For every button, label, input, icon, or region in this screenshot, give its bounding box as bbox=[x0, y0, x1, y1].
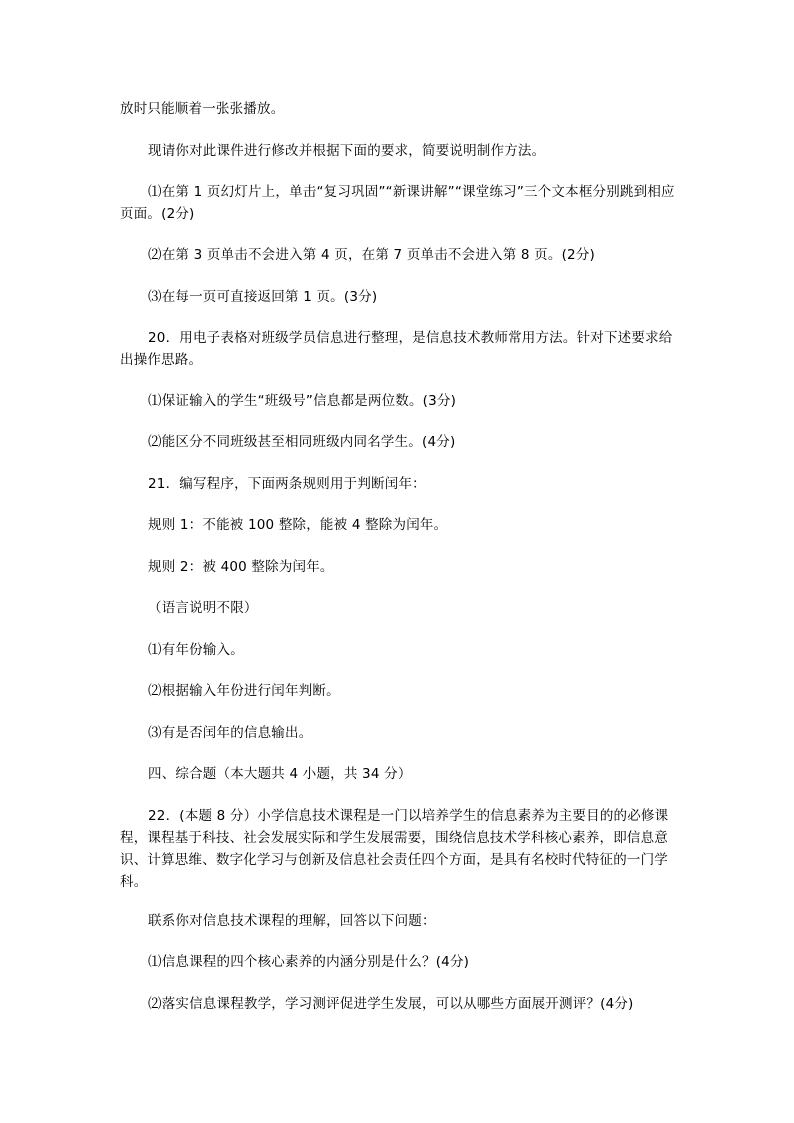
question-21-item-1: ⑴有年份输入。 bbox=[148, 642, 244, 658]
question-22-item-2: ⑵落实信息课程教学，学习测评促进学生发展，可以从哪些方面展开测评？(4分) bbox=[148, 996, 634, 1012]
question-19-item-3: ⑶在每一页可直接返回第 1 页。(3分) bbox=[148, 289, 378, 305]
question-19-item-2: ⑵在第 3 页单击不会进入第 4 页，在第 7 页单击不会进入第 8 页。(2分) bbox=[148, 247, 596, 263]
question-21-stem: 21．编写程序，下面两条规则用于判断闰年： bbox=[148, 476, 426, 492]
question-22-prompt: 联系你对信息技术课程的理解，回答以下问题： bbox=[148, 913, 436, 929]
paragraph-continuation: 放时只能顺着一张张播放。 bbox=[120, 101, 285, 117]
question-21-note: （语言说明不限） bbox=[148, 600, 258, 616]
question-19-item-1: ⑴在第 1 页幻灯片上，单击“复习巩固”“新课讲解”“课堂练习”三个文本框分别跳到相应页面。(2分) bbox=[120, 184, 675, 222]
question-21-item-2: ⑵根据输入年份进行闰年判断。 bbox=[148, 683, 340, 699]
question-20-item-2: ⑵能区分不同班级甚至相同班级内同名学生。(4分) bbox=[148, 434, 456, 450]
question-20-stem: 20．用电子表格对班级学员信息进行整理，是信息技术教师常用方法。针对下述要求给出操作思路。 bbox=[120, 330, 673, 368]
question-21-item-3: ⑶有是否闰年的信息输出。 bbox=[148, 725, 313, 741]
question-21-rule-1: 规则 1：不能被 100 整除，能被 4 整除为闰年。 bbox=[148, 517, 448, 533]
question-22-stem: 22．(本题 8 分）小学信息技术课程是一门以培养学生的信息素养为主要目的的必修课程，课程基于科技、社会发展实际和学生发展需要，围绕信息技术学科核心素养，即信息意识、计算思维、数字化学习与创新及信息社会责任四个方面，是具有名校时代特征的一门学科。 bbox=[120, 808, 669, 890]
section-4-heading: 四、综合题（本大题共 4 小题，共 34 分） bbox=[148, 766, 412, 782]
paragraph-instruction: 现请你对此课件进行修改并根据下面的要求，简要说明制作方法。 bbox=[148, 143, 546, 159]
question-22-item-1: ⑴信息课程的四个核心素养的内涵分别是什么？(4分) bbox=[148, 954, 470, 970]
question-20-item-1: ⑴保证输入的学生“班级号”信息都是两位数。(3分) bbox=[148, 393, 457, 409]
question-21-rule-2: 规则 2：被 400 整除为闰年。 bbox=[148, 559, 334, 575]
